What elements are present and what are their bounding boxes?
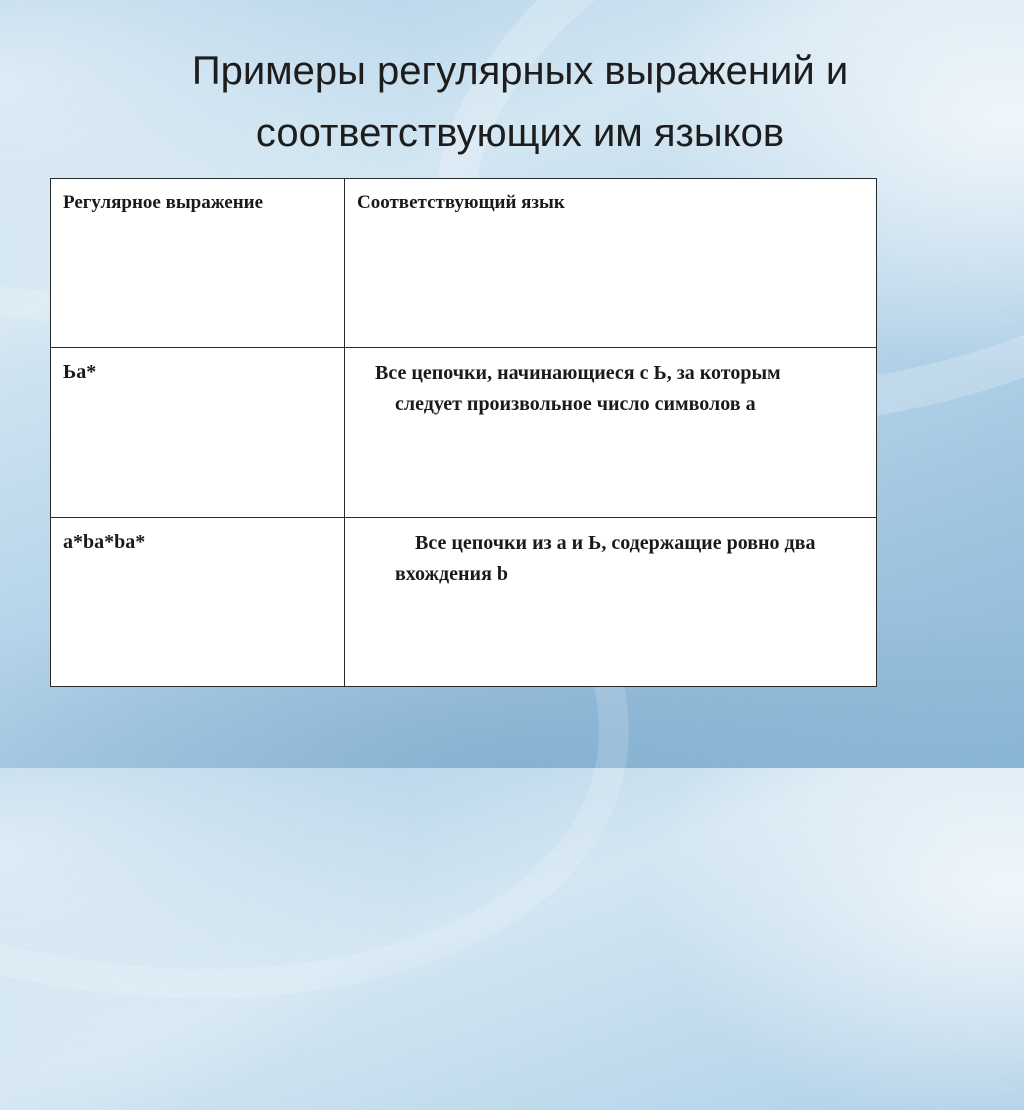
table-row bbox=[51, 517, 877, 686]
regex-language-table bbox=[50, 178, 877, 687]
slide-title-line2: соответствующих им языков bbox=[255, 111, 785, 155]
header-language-label: Соответствующий язык bbox=[357, 192, 565, 213]
expression-cell bbox=[51, 517, 345, 686]
slide-title-line1: Примеры регулярных выражений и bbox=[191, 49, 849, 93]
header-expression-label: Регулярное выражение bbox=[63, 192, 264, 213]
slide-title bbox=[100, 40, 940, 164]
expression-text: а*ba*bа* bbox=[63, 530, 146, 553]
language-cell bbox=[345, 348, 877, 517]
header-cell-language bbox=[345, 179, 877, 348]
expression-cell bbox=[51, 348, 345, 517]
table-row bbox=[51, 348, 877, 517]
expression-text: Ьа* bbox=[63, 361, 97, 384]
table-header-row bbox=[51, 179, 877, 348]
language-cell bbox=[345, 517, 877, 686]
header-cell-expression bbox=[51, 179, 345, 348]
language-text: Все цепочки из а и Ь, содержащие ровно два вхождения b bbox=[395, 531, 816, 585]
language-text: Все цепочки, начинающиеся с Ь, за которым следует произвольное число символов а bbox=[375, 362, 781, 416]
